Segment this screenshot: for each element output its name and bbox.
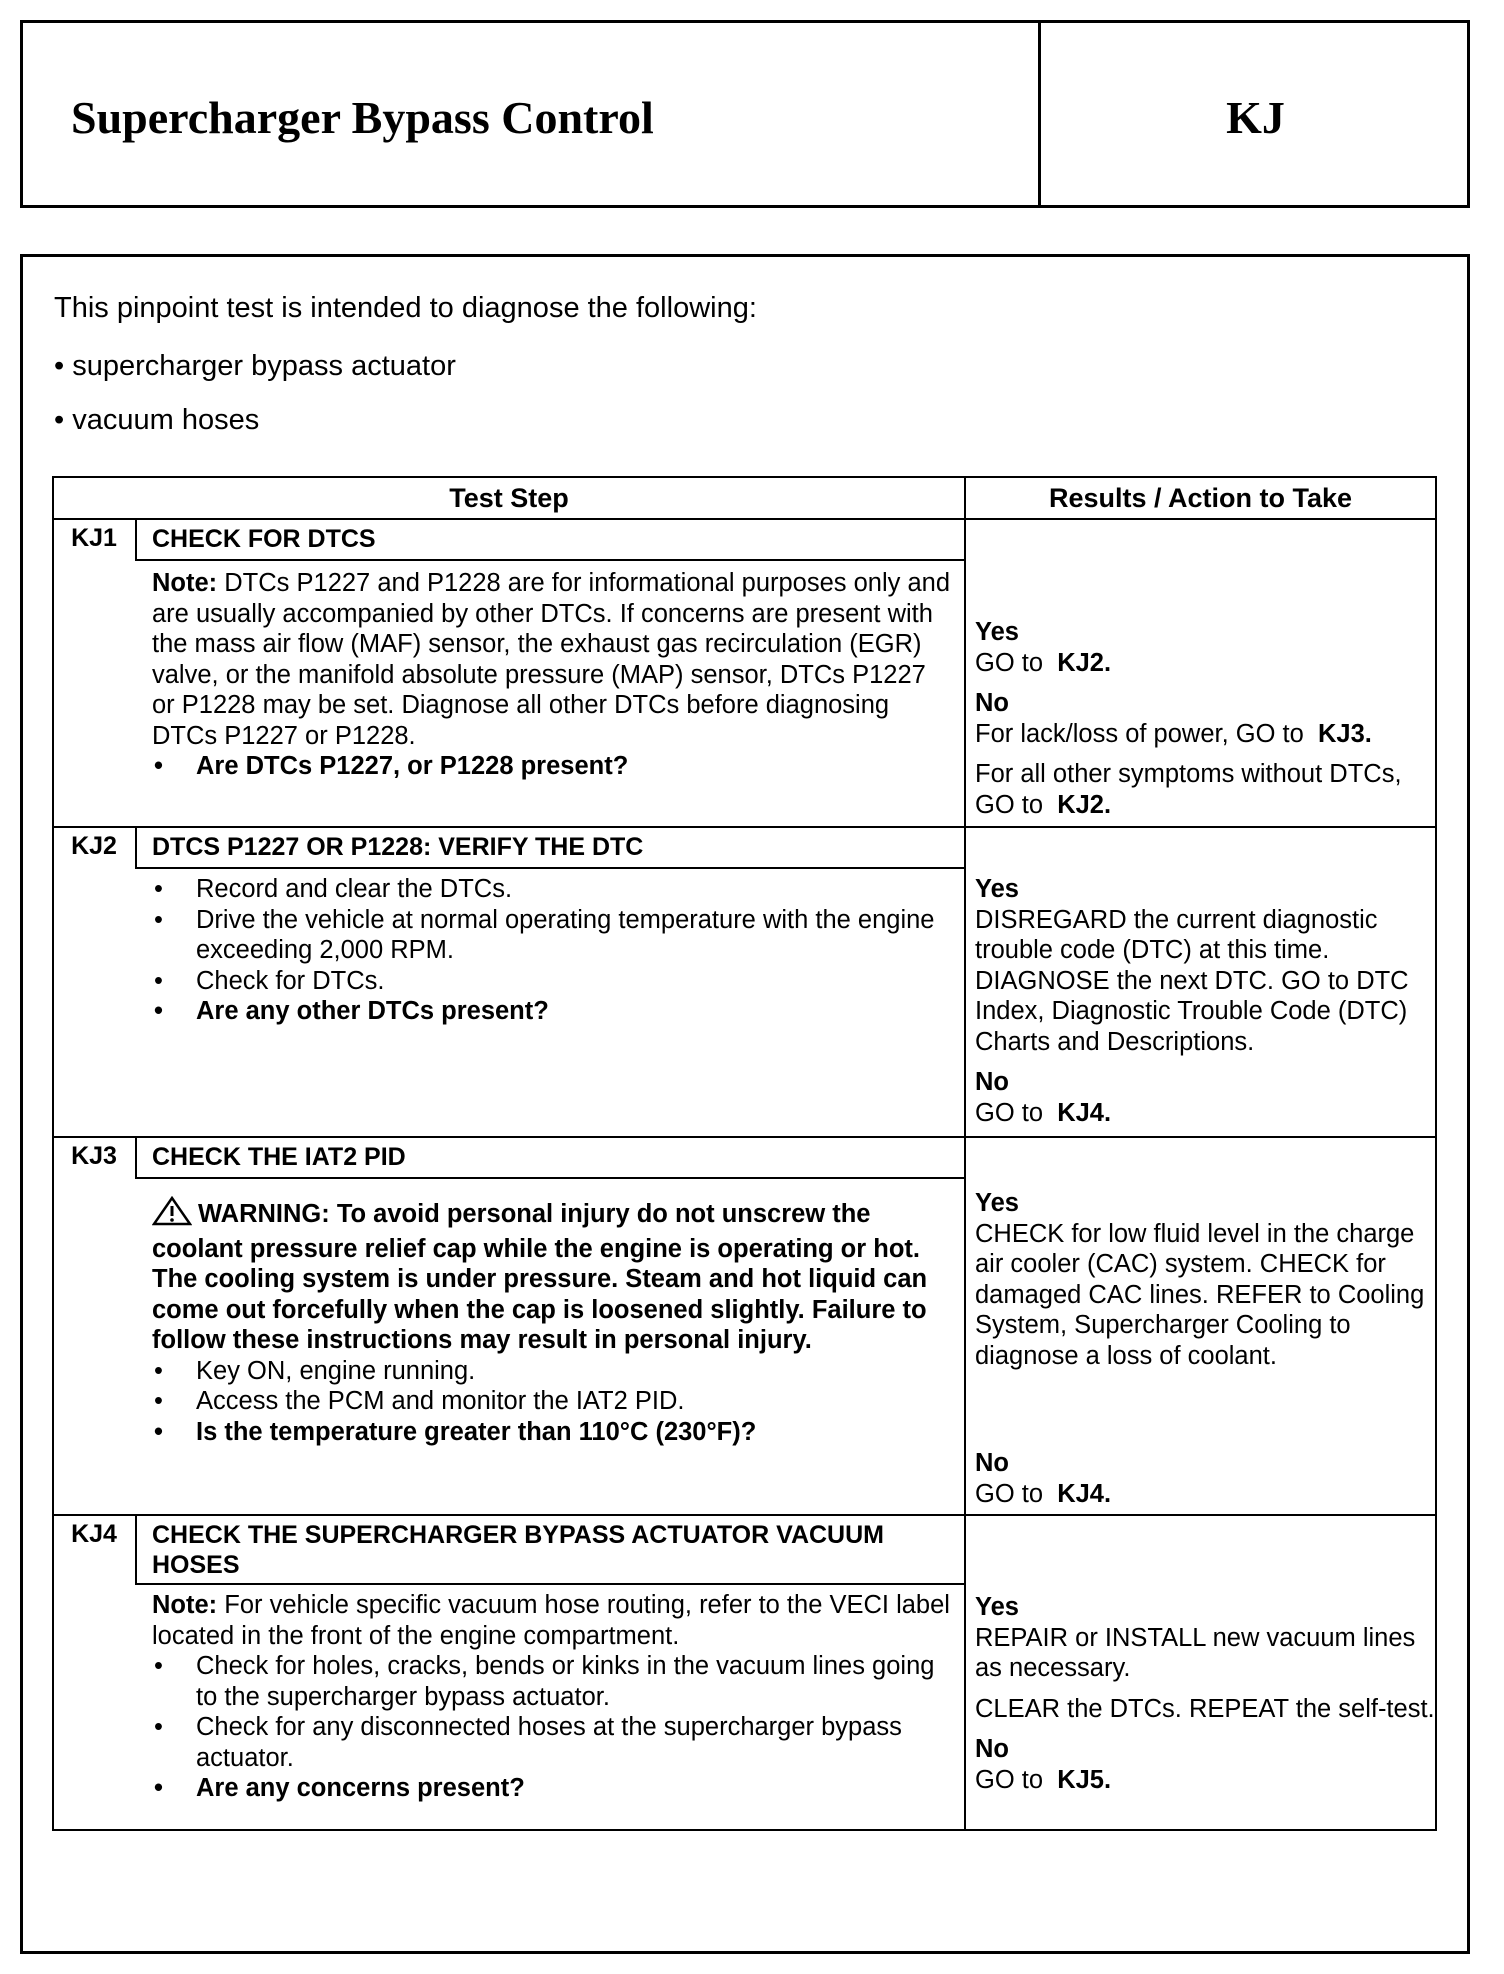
step-results: Yes CHECK for low fluid level in the charge air cooler (CAC) system. CHECK for damaged CAC lines. REFER to Cooling System, Supercharger Cooling to diagnose a loss of coolant.	[975, 1189, 1425, 1370]
header-box	[20, 20, 1470, 208]
step-title: CHECK THE SUPERCHARGER BYPASS ACTUATOR VACUUM HOSES	[152, 1521, 884, 1579]
step-results-no: No GO to KJ4.	[975, 1449, 1112, 1508]
step-id: KJ4	[71, 1520, 117, 1548]
step-body: Note: For vehicle specific vacuum hose routing, refer to the VECI label located in the front of the engine compartment. • Check for holes, cracks, bends or kinks in the vacuum lines going to the supercharger bypass actuator. • Check for any disconnected hoses at the supercharger bypass actuator. • Are any concerns present?	[152, 1590, 952, 1804]
column-header-test-step: Test Step	[449, 483, 569, 513]
row-divider	[52, 1136, 1437, 1138]
column-header-results: Results / Action to Take	[1048, 483, 1353, 513]
step-id: KJ1	[71, 524, 117, 552]
intro-list-item: • supercharger bypass actuator	[54, 350, 456, 382]
id-divider	[135, 518, 137, 559]
step-results: Yes DISREGARD the current diagnostic trouble code (DTC) at this time. DIAGNOSE the next DTC. GO to DTC Index, Diagnostic Trouble Code (DTC) Charts and Descriptions. No GO to KJ4.	[975, 875, 1409, 1127]
step-title: CHECK THE IAT2 PID	[152, 1143, 406, 1171]
column-divider	[964, 476, 966, 1831]
page-title: Supercharger Bypass Control	[71, 92, 654, 143]
step-question: • Are any other DTCs present?	[152, 996, 952, 1027]
warning-icon	[152, 1196, 192, 1234]
step-body: • Record and clear the DTCs. • Drive the vehicle at normal operating temperature with the engine exceeding 2,000 RPM. • Check for DTCs. • Are any other DTCs present?	[152, 874, 952, 1027]
step-results: Yes REPAIR or INSTALL new vacuum lines as necessary. CLEAR the DTCs. REPEAT the self-test. No GO to KJ5.	[975, 1593, 1435, 1794]
intro-list-item: • vacuum hoses	[54, 404, 260, 436]
row-divider	[52, 826, 1437, 828]
step-id: KJ3	[71, 1142, 117, 1170]
id-divider	[135, 826, 137, 867]
step-question: • Is the temperature greater than 110°C (230°F)?	[152, 1417, 942, 1448]
step-body: WARNING: To avoid personal injury do not unscrew the coolant pressure relief cap while the engine is operating or hot. The cooling system is under pressure. Steam and hot liquid can come out forcefully when the cap is loosened slightly. Failure to follow these instructions may result in personal injury. • Key ON, engine running. • Access the PCM and monitor the IAT2 PID. • Is the temperature greater than 110°C (230°F)?	[152, 1196, 942, 1447]
section-code: KJ	[1226, 92, 1285, 143]
title-underline	[135, 559, 964, 561]
step-title: DTCS P1227 OR P1228: VERIFY THE DTC	[152, 833, 644, 861]
id-divider	[135, 1136, 137, 1177]
title-underline	[135, 867, 964, 869]
row-divider	[52, 518, 1437, 520]
title-underline	[135, 1177, 964, 1179]
step-id: KJ2	[71, 832, 117, 860]
step-body: Note: DTCs P1227 and P1228 are for informational purposes only and are usually accompanied by other DTCs. If concerns are present with the mass air flow (MAF) sensor, the exhaust gas recirculation (EGR) valve, or the manifold absolute pressure (MAP) sensor, DTCs P1227 or P1228 may be set. Diagnose all other DTCs before diagnosing DTCs P1227 or P1228. • Are DTCs P1227, or P1228 present?	[152, 568, 952, 782]
step-question: • Are DTCs P1227, or P1228 present?	[152, 751, 952, 782]
row-divider	[52, 1514, 1437, 1516]
intro-text: This pinpoint test is intended to diagnose the following:	[54, 292, 757, 324]
step-question: • Are any concerns present?	[152, 1773, 952, 1804]
step-results: Yes GO to KJ2. No For lack/loss of power, GO to KJ3. For all other symptoms without DTCs, GO to KJ2.	[975, 618, 1402, 819]
title-underline	[135, 1583, 964, 1585]
step-title: CHECK FOR DTCS	[152, 525, 376, 553]
id-divider	[135, 1514, 137, 1583]
